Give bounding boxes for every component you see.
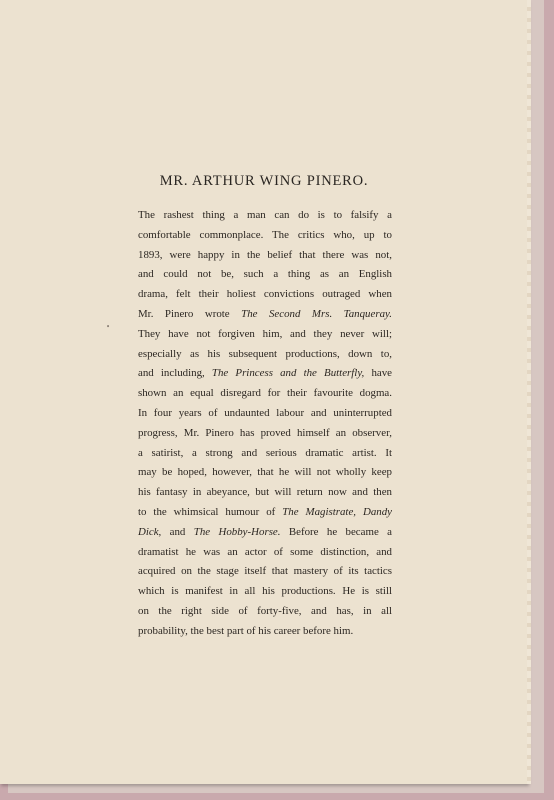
page-title: MR. ARTHUR WING PINERO. xyxy=(159,173,369,189)
italic-title: Dick, xyxy=(138,525,162,538)
italic-title: The Princess and the Butterfly, xyxy=(211,367,365,380)
italic-title: The Hobby-Horse. xyxy=(193,525,281,538)
text-line xyxy=(138,503,392,523)
text-line xyxy=(138,562,392,582)
text-line xyxy=(138,404,392,424)
text-line xyxy=(138,582,392,602)
text-run: progress, Mr. Pinero has proved himself an observer, xyxy=(138,426,392,439)
text-run: drama, felt their holiest convictions outraged when xyxy=(138,288,392,301)
text-run: and xyxy=(161,525,194,538)
text-line xyxy=(138,483,392,503)
text-line xyxy=(138,325,392,345)
text-run: acquired on the stage itself that mastery of its tactics xyxy=(138,565,392,578)
text-run: In four years of undaunted labour and uninterrupted xyxy=(138,406,392,419)
text-line xyxy=(138,543,392,563)
text-run: and including, xyxy=(138,367,212,380)
text-run: Before he became a xyxy=(280,525,392,538)
text-line xyxy=(138,444,392,464)
body-text xyxy=(138,206,392,642)
text-line xyxy=(138,265,392,285)
text-line xyxy=(138,364,392,384)
text-line xyxy=(138,206,392,226)
margin-mark: • xyxy=(106,323,111,331)
text-run: probability, the best part of his career before him. xyxy=(138,624,354,637)
text-run: They have not forgiven him, and they never will; xyxy=(138,327,392,340)
text-line xyxy=(138,226,392,246)
text-run: Mr. Pinero wrote xyxy=(138,307,242,320)
text-run: have xyxy=(364,367,393,380)
text-line xyxy=(138,305,392,325)
text-run: may be hoped, however, that he will not wholly keep xyxy=(138,466,392,479)
text-line xyxy=(138,384,392,404)
text-line xyxy=(138,622,392,642)
text-line xyxy=(138,463,392,483)
text-line xyxy=(138,424,392,444)
page-edge xyxy=(527,0,531,784)
text-run: comfortable commonplace. The critics who, up to xyxy=(138,228,392,241)
text-run: and could not be, such a thing as an English xyxy=(138,268,392,281)
text-run: 1893, were happy in the belief that there was not, xyxy=(138,248,392,261)
text-run: a satirist, a strong and serious dramatic artist. It xyxy=(138,446,392,459)
text-line xyxy=(138,285,392,305)
text-run: shown an equal disregard for their favourite dogma. xyxy=(138,387,392,400)
text-run: The rashest thing a man can do is to falsify a xyxy=(138,209,392,221)
text-run: his fantasy in abeyance, but will return now and then xyxy=(138,486,392,499)
text-line xyxy=(138,246,392,266)
text-run: to the whimsical humour of xyxy=(138,505,283,518)
text-line xyxy=(138,602,392,622)
italic-title: The Second Mrs. Tanqueray. xyxy=(241,307,392,320)
text-run: which is manifest in all his productions. He is still xyxy=(138,585,392,598)
text-run: dramatist he was an actor of some distinction, and xyxy=(138,545,392,558)
text-line xyxy=(138,523,392,543)
text-run: especially as his subsequent productions, down to, xyxy=(138,347,392,360)
text-line xyxy=(138,345,392,365)
italic-title: The Magistrate, Dandy xyxy=(282,505,392,518)
text-run: on the right side of forty-five, and has, in all xyxy=(138,604,392,617)
